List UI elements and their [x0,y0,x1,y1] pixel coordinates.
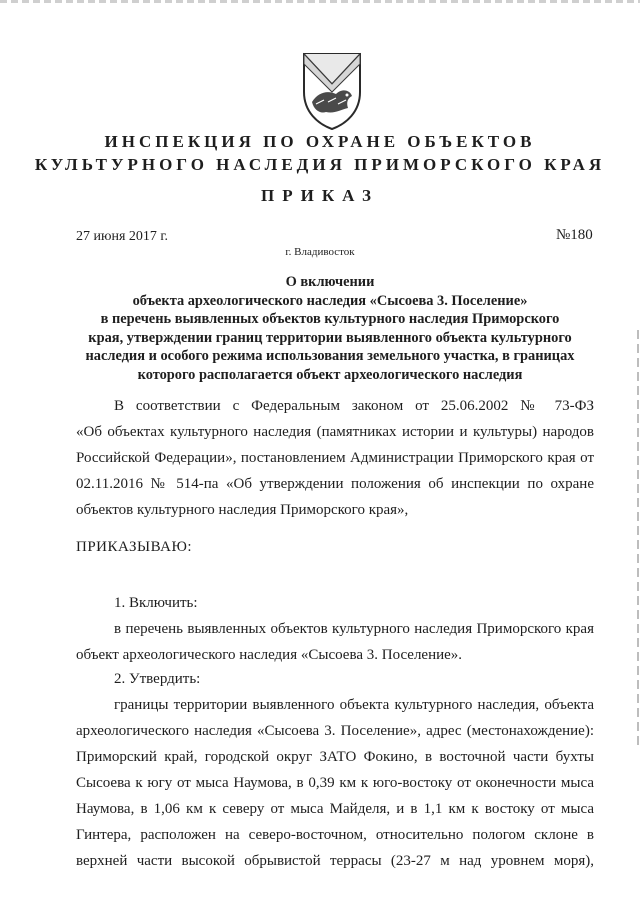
preamble-line: «Об объектах культурного наследия (памятниках истории и культуры) народов [76,424,594,440]
title-line: края, утверждении границ территории выявленного объекта культурного [88,329,572,346]
title-line: в перечень выявленных объектов культурного наследия Приморского [100,311,560,327]
item-2-text-line: Гинтера, расположен на северо-восточном, относительно пологом склоне в [76,827,594,843]
primorsky-krai-coat-of-arms-icon [298,48,366,132]
preamble-line: В соответствии с Федеральным законом от 25.06.2002 № 73-ФЗ [114,398,594,414]
organization-name-line2: КУЛЬТУРНОГО НАСЛЕДИЯ ПРИМОРСКОГО КРАЯ [34,155,606,174]
title-line: которого располагается объект археологического наследия [137,366,523,383]
item-2-text-line: границы территории выявленного объекта культурного наследия, объекта [114,697,594,713]
scan-top-edge [0,0,640,3]
item-2-text-line: археологического наследия «Сысоева 3. Поселение», адрес (местонахождение): [76,723,594,739]
item-2-text-line: Сысоева к югу от мыса Наумова, в 0,39 км к юго-востоку от оконечности мыса [76,775,594,791]
item-2-text-line: верхней части высокой обрывистой террасы (23-27 м над уровнем моря), [76,853,594,869]
preamble-line: Российской Федерации», постановлением Администрации Приморского края от [76,450,594,466]
document-city: г. Владивосток [285,246,355,258]
item-1-text-line: объект археологического наследия «Сысоева 3. Поселение». [76,647,463,663]
title-line: объекта археологического наследия «Сысоева 3. Поселение» [132,292,528,309]
document-type: ПРИКАЗ [261,186,379,205]
item-2-block [76,666,594,874]
document-title [58,273,602,384]
item-1-heading: 1. Включить: [114,595,198,611]
item-1-block [76,590,594,668]
preamble-line: объектов культурного наследия Приморского края», [76,502,409,518]
item-2-text-line: Приморский край, городской округ ЗАТО Фокино, в восточной части бухты [76,749,594,765]
item-2-text-line: Наумова, в 1,06 км к северу от мыса Майделя, и в 1,1 км к востоку от мыса [76,801,594,817]
document-number: №180 [556,227,593,243]
scan-right-edge [637,330,639,750]
document-date: 27 июня 2017 г. [76,229,169,244]
preamble-paragraph [76,393,594,523]
item-2-heading: 2. Утвердить: [114,671,201,687]
preamble-line: 02.11.2016 № 514-па «Об утверждении положения об инспекции по охране [76,476,594,492]
title-line: О включении [285,274,375,290]
item-1-text-line: в перечень выявленных объектов культурного наследия Приморского края [114,621,594,637]
title-line: наследия и особого режима использования земельного участка, в границах [85,348,575,364]
order-directive: ПРИКАЗЫВАЮ: [76,539,193,555]
organization-name-line1: ИНСПЕКЦИЯ ПО ОХРАНЕ ОБЪЕКТОВ [104,132,536,151]
